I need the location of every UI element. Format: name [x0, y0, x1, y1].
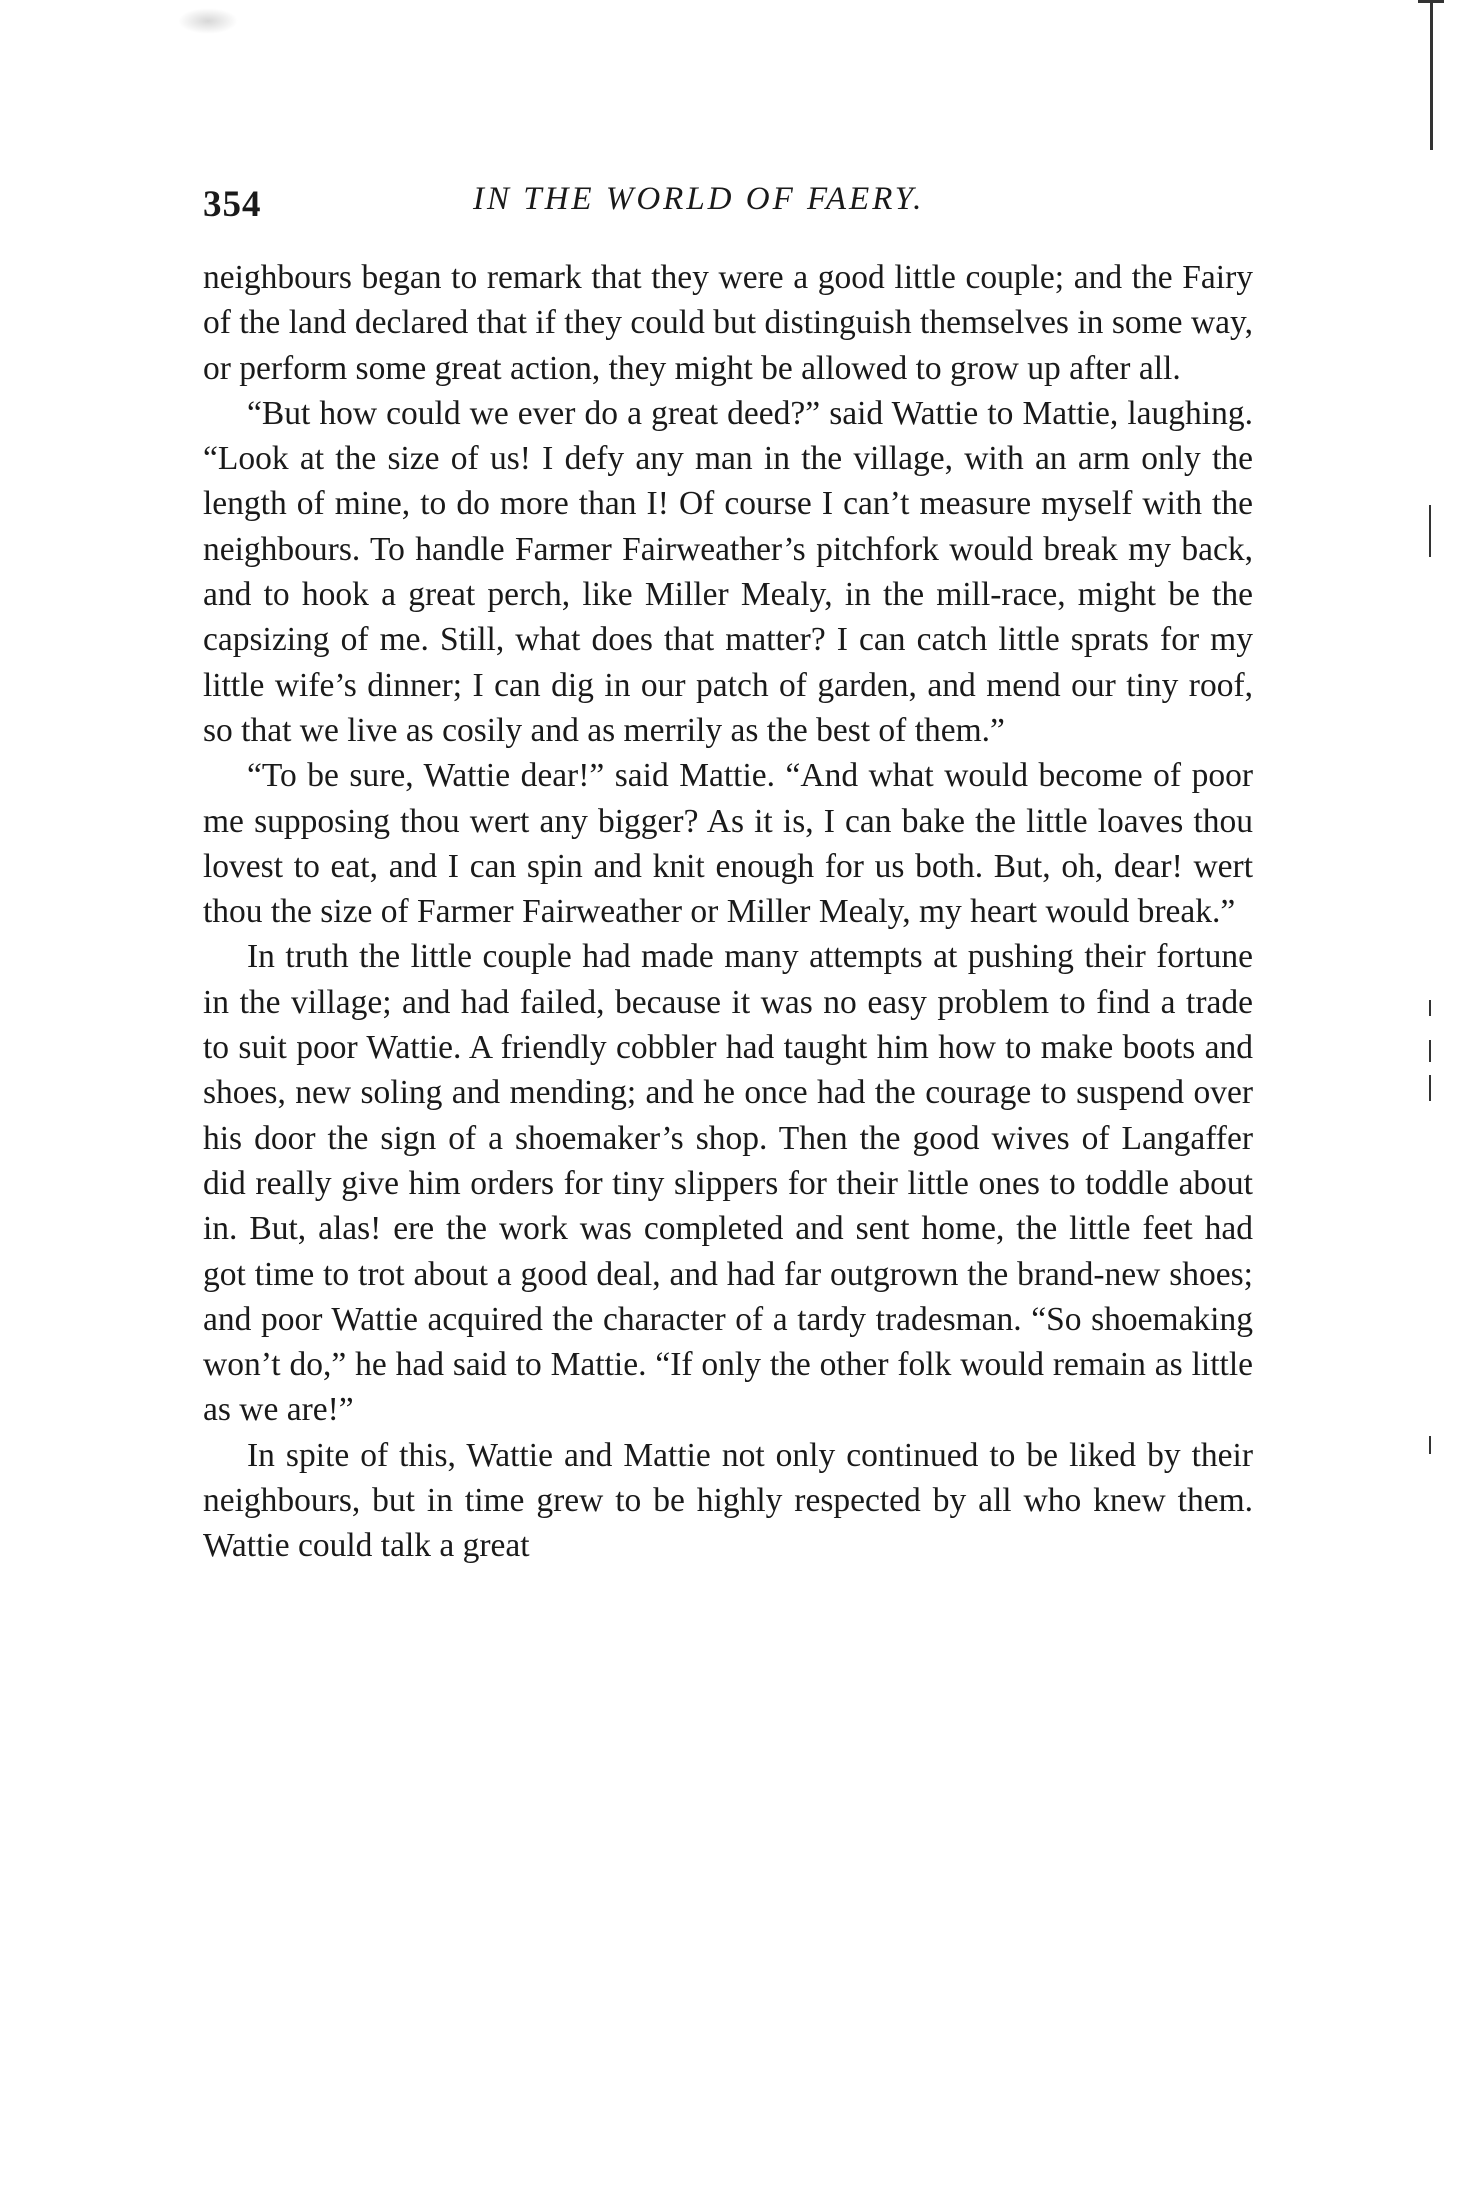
paragraph: neighbours began to remark that they were a good little couple; and the Fairy of the land declared that if they could but distinguish themselves in some way, or perform some great action, they might be allowed to grow up after all.	[203, 259, 1253, 387]
running-title: IN THE WORLD OF FAERY.	[473, 181, 925, 217]
paragraph: “But how could we ever do a great deed?” said Wattie to Mattie, laughing. “Look at the size of us! I defy any man in the village, with an arm only the length of mine, to do more than I! Of course I can’t measure myself with the neighbours. To handle Farmer Fairweather’s pitchfork would break my back, and to hook a great perch, like Miller Mealy, in the mill-race, might be the capsizing of me. Still, what does that matter? I can catch little sprats for my little wife’s dinner; I can dig in our patch of garden, and mend our tiny roof, so that we live as cosily and as merrily as the best of them.”	[203, 394, 1253, 749]
page-edge-mark	[1429, 1040, 1431, 1062]
page-edge-mark	[1429, 505, 1431, 557]
page-header	[203, 175, 1253, 235]
page-number: 354	[203, 184, 262, 225]
page-edge-mark	[1429, 1436, 1431, 1454]
page-edge-mark	[1429, 1075, 1431, 1101]
ink-smudge	[178, 8, 238, 34]
page-edge-mark	[1430, 0, 1433, 150]
body-text	[203, 255, 1253, 1569]
page-edge-mark	[1429, 1000, 1431, 1016]
paragraph: In truth the little couple had made many attempts at pushing their fortune in the village; and had failed, because it was no easy problem to find a trade to suit poor Wattie. A friendly cobbler had taught him how to make boots and shoes, new soling and mending; and he once had the courage to suspend over his door the sign of a shoemaker’s shop. Then the good wives of Langaffer did really give him orders for tiny slippers for their little ones to toddle about in. But, alas! ere the work was completed and sent home, the little feet had got time to trot about a good deal, and had far outgrown the brand-new shoes; and poor Wattie acquired the character of a tardy tradesman. “So shoemaking won’t do,” he had said to Mattie. “If only the other folk would remain as little as we are!”	[203, 938, 1253, 1429]
paragraph: “To be sure, Wattie dear!” said Mattie. “And what would become of poor me supposing thou wert any bigger? As it is, I can bake the little loaves thou lovest to eat, and I can spin and knit enough for us both. But, oh, dear! wert thou the size of Farmer Fairweather or Miller Mealy, my heart would break.”	[203, 757, 1253, 931]
paragraph: In spite of this, Wattie and Mattie not only continued to be liked by their neighbours, but in time grew to be highly respected by all who knew them. Wattie could talk a great	[203, 1436, 1253, 1565]
page-edge-mark	[1418, 0, 1444, 3]
